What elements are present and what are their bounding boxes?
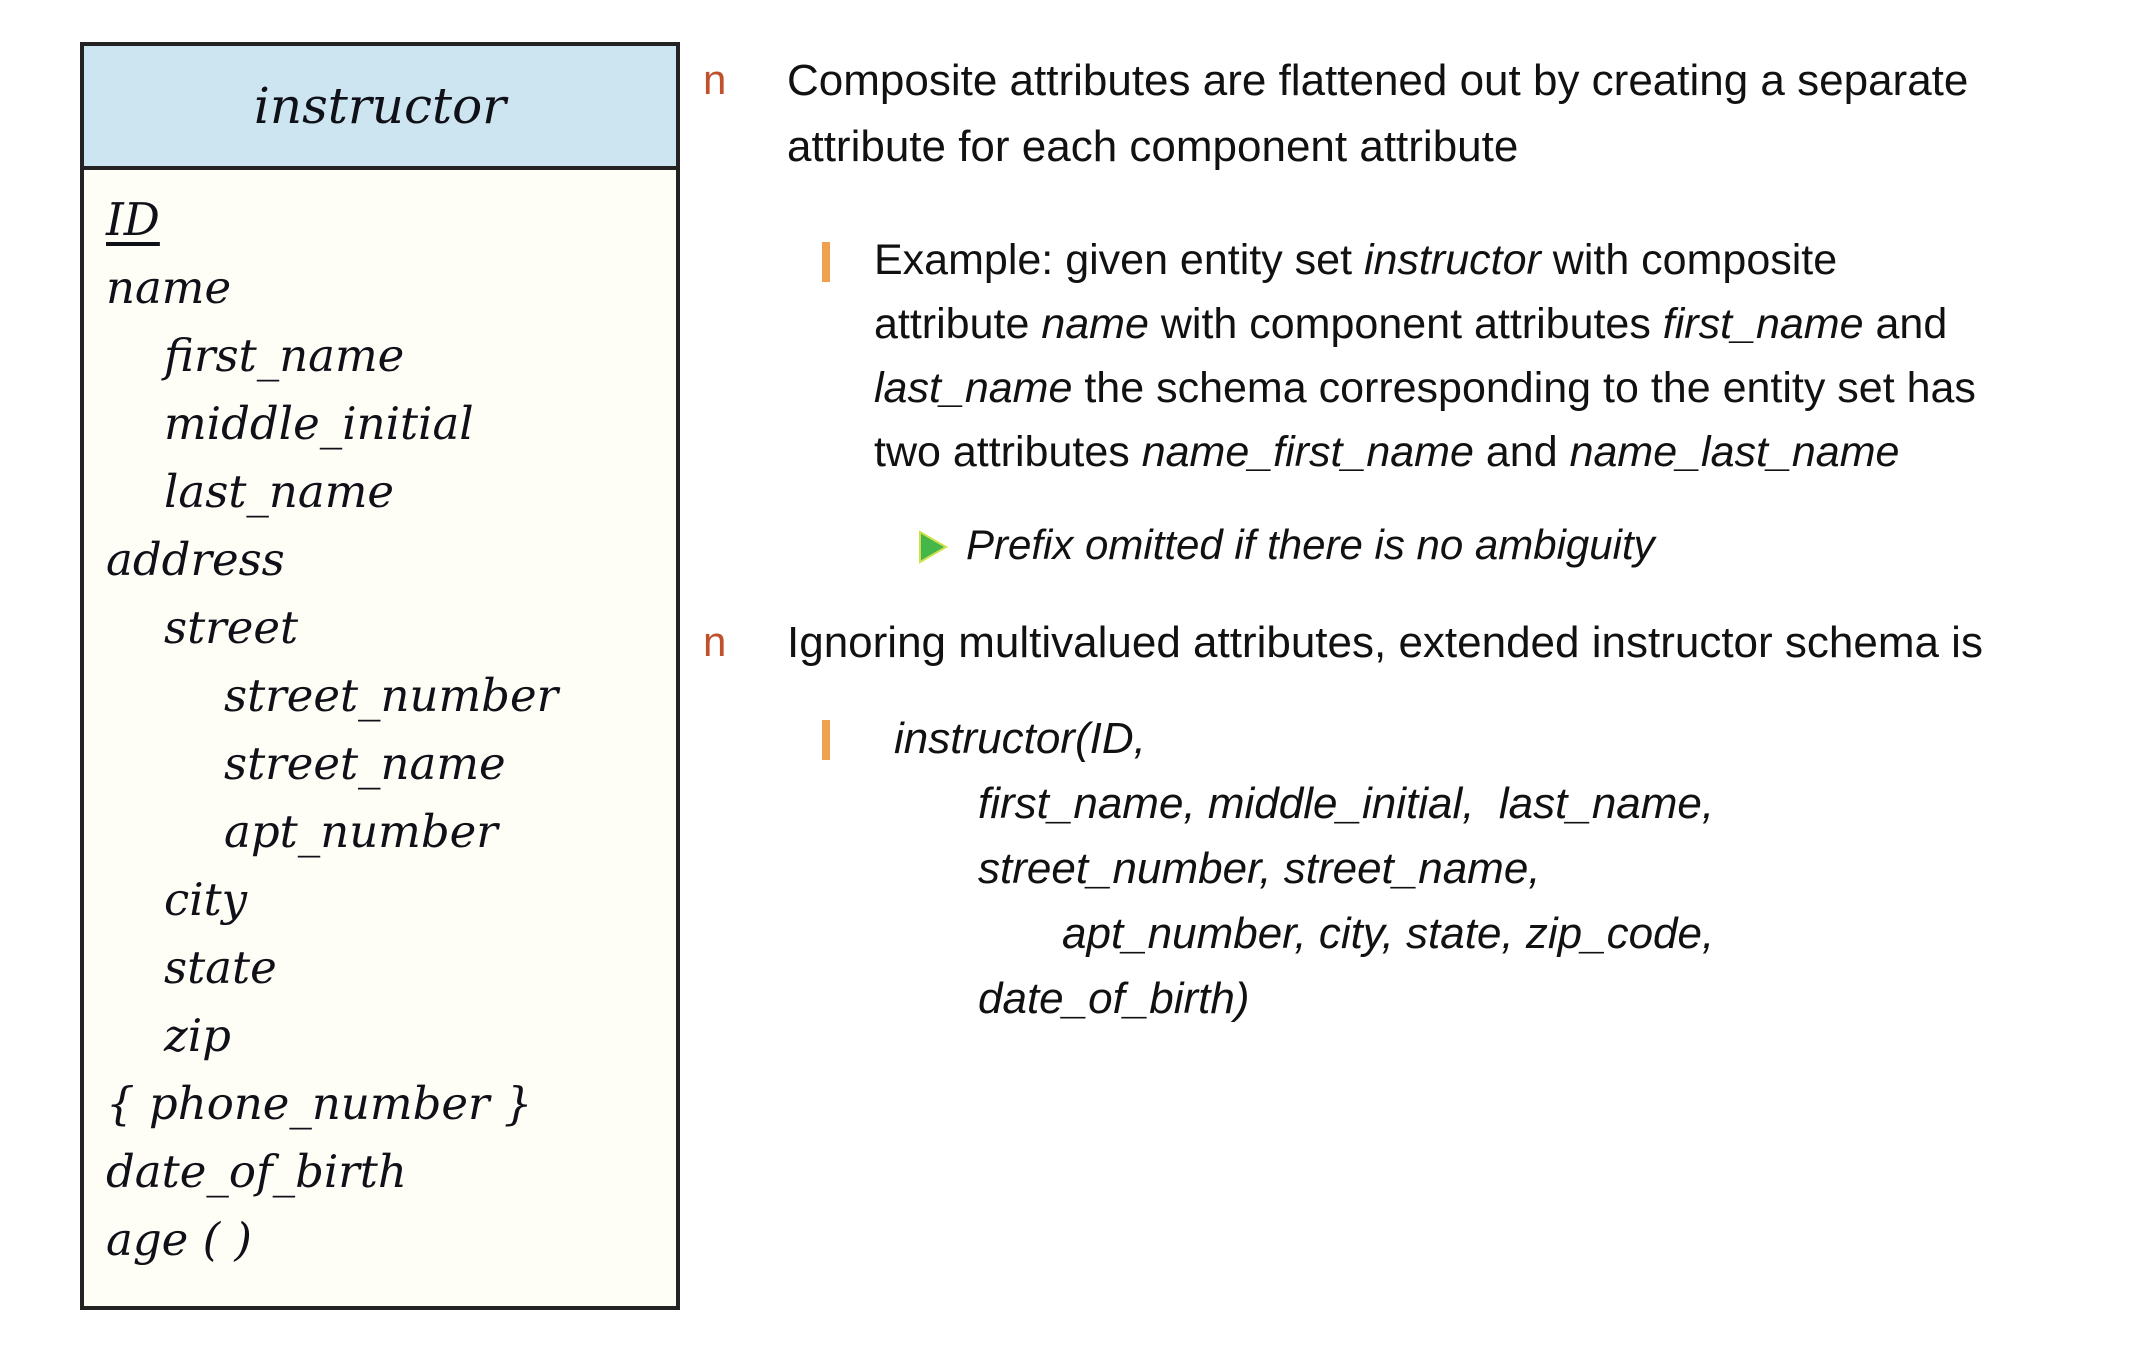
composite-attributes-text: Composite attributes are flattened out by creating a separate attribute for each component attribute — [787, 56, 1969, 171]
example-text: Example: given entity set instructor with composite attribute name with component attributes first_name and last_name the schema corresponding to the entity set has two attributes name_first_name and name_last_name — [874, 236, 1976, 476]
example-sub-bullet — [822, 228, 2112, 484]
entity-attribute: ID — [106, 193, 160, 246]
entity-attribute: street_number — [224, 669, 559, 722]
entity-attribute: street_name — [224, 737, 506, 790]
composite-attributes-bullet — [700, 48, 2112, 180]
schema-sub-bullet — [822, 706, 2112, 1031]
dash-bullet-icon — [822, 706, 874, 760]
triangle-bullet-icon — [918, 514, 966, 569]
entity-attribute: date_of_birth — [106, 1145, 407, 1198]
entity-attribute: first_name — [164, 329, 405, 382]
schema-line: apt_number, city, state, zip_code, — [1062, 909, 1715, 958]
multivalued-text: Ignoring multivalued attributes, extended instructor schema is — [787, 618, 1983, 667]
schema-line: first_name, middle_initial, last_name, — [978, 779, 1715, 828]
entity-attribute: zip — [164, 1009, 231, 1062]
schema-listing — [874, 706, 2112, 1031]
schema-line: street_number, street_name, — [978, 844, 1541, 893]
schema-line: instructor(ID, — [894, 714, 1146, 763]
dash-bullet-icon — [822, 228, 874, 282]
entity-attribute: middle_initial — [164, 397, 474, 450]
prefix-note-text: Prefix omitted if there is no ambiguity — [966, 521, 1655, 568]
entity-attribute-list — [84, 170, 676, 1274]
entity-attribute: name — [106, 261, 232, 314]
entity-attribute: apt_number — [224, 805, 498, 858]
entity-attribute: last_name — [164, 465, 395, 518]
entity-attribute: address — [106, 533, 285, 586]
bullet-content — [700, 44, 2112, 1031]
schema-line: date_of_birth) — [978, 974, 1250, 1023]
entity-attribute: state — [164, 941, 277, 994]
multivalued-bullet — [700, 610, 2112, 676]
square-bullet-icon: n — [703, 56, 727, 103]
entity-attribute: age ( ) — [106, 1213, 252, 1266]
entity-diagram-instructor — [80, 42, 680, 1310]
entity-title: instructor — [84, 46, 676, 170]
square-bullet-icon: n — [703, 618, 727, 665]
entity-attribute: street — [164, 601, 299, 654]
prefix-note-bullet — [918, 514, 2112, 576]
entity-attribute: { phone_number } — [106, 1077, 533, 1130]
entity-attribute: city — [164, 873, 248, 926]
